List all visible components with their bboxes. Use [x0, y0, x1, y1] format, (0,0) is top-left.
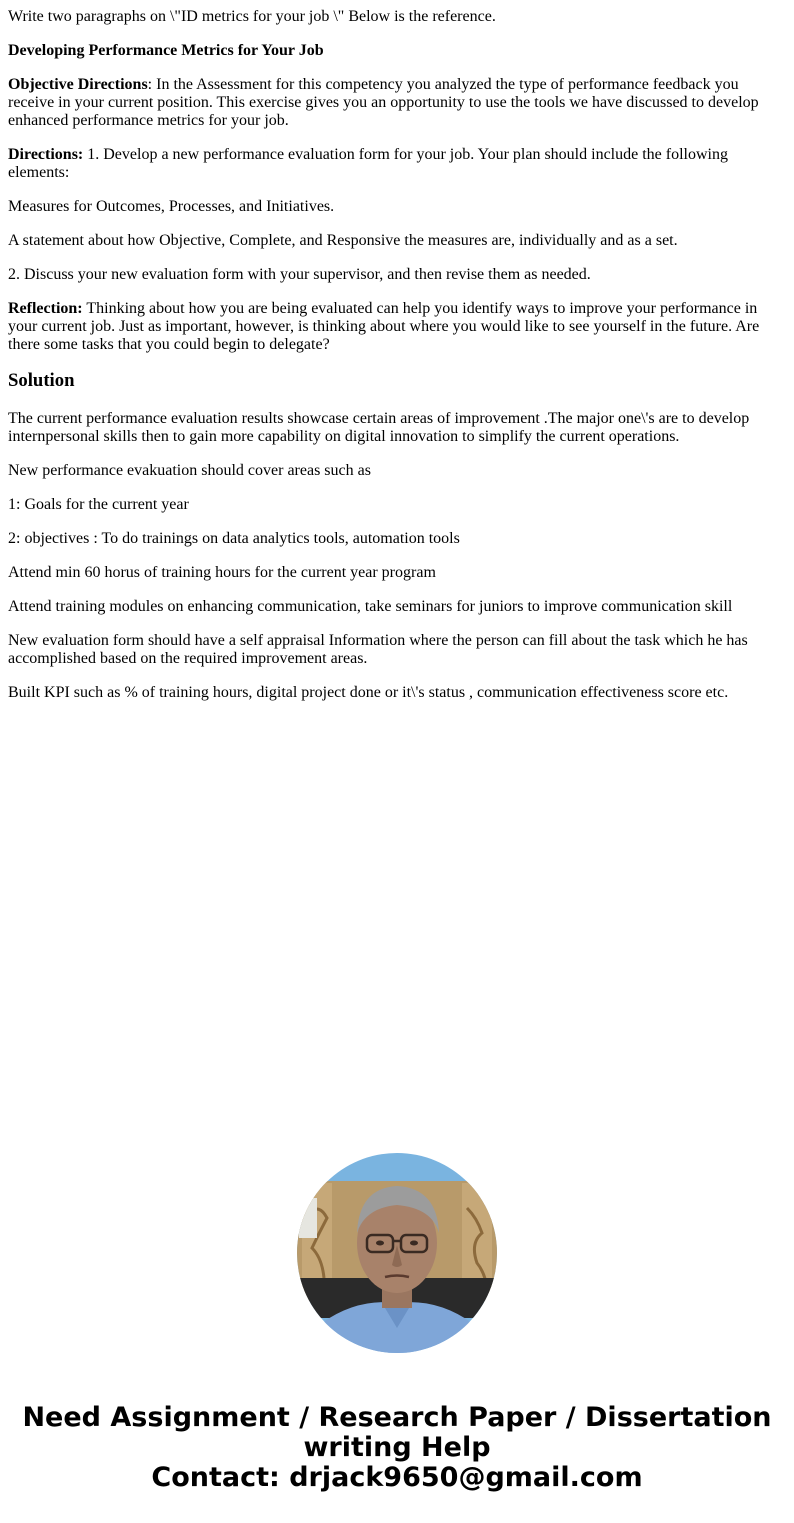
- solution-paragraph: Attend training modules on enhancing communication, take seminars for juniors to improve communication skill: [8, 598, 733, 615]
- objective-label: Objective Directions: [8, 76, 148, 93]
- reflection-paragraph: [8, 300, 778, 354]
- promo-line-2: writing Help: [303, 1432, 491, 1463]
- objective-text: : In the Assessment for this competency you analyzed the type of performance feedback you receive in your current position. This exercise gives you an opportunity to use the tools we have discussed to develop enhanced performance metrics for your job.: [8, 76, 759, 129]
- promo-banner: [0, 1403, 794, 1493]
- objective-paragraph: [8, 76, 778, 130]
- element-item: A statement about how Objective, Complete, and Responsive the measures are, individually and as a set.: [8, 232, 678, 249]
- directions-label: Directions:: [8, 146, 84, 163]
- solution-paragraph: 2: objectives : To do trainings on data analytics tools, automation tools: [8, 530, 460, 547]
- solution-paragraph: The current performance evaluation results showcase certain areas of improvement .The major one\'s are to develop internpersonal skills then to gain more capability on digital innovation to simplify the current operations.: [8, 410, 750, 445]
- solution-paragraph: 1: Goals for the current year: [8, 496, 189, 513]
- directions-paragraph: [8, 146, 778, 182]
- solution-paragraph: New performance evakuation should cover areas such as: [8, 462, 371, 479]
- solution-heading: Solution: [8, 370, 75, 391]
- solution-paragraph: Built KPI such as % of training hours, digital project done or it\'s status , communication effectiveness score etc.: [8, 684, 729, 701]
- question-title: Developing Performance Metrics for Your Job: [8, 42, 324, 59]
- promo-line-1: Need Assignment / Research Paper / Dissertation: [22, 1402, 772, 1433]
- solution-paragraph: New evaluation form should have a self appraisal Information where the person can fill about the task which he has accomplished based on the required improvement areas.: [8, 632, 748, 667]
- element-item: 2. Discuss your new evaluation form with your supervisor, and then revise them as needed.: [8, 266, 591, 283]
- reflection-text: Thinking about how you are being evaluated can help you identify ways to improve your performance in your current job. Just as important, however, is thinking about where you would like to see yourself in the future. Are there some tasks that you could begin to delegate?: [8, 300, 760, 353]
- promo-contact: Contact: drjack9650@gmail.com: [151, 1462, 643, 1493]
- author-avatar: [297, 1153, 497, 1353]
- directions-text: 1. Develop a new performance evaluation form for your job. Your plan should include the following elements:: [8, 146, 728, 181]
- reflection-label: Reflection:: [8, 300, 83, 317]
- element-item: Measures for Outcomes, Processes, and Initiatives.: [8, 198, 335, 215]
- solution-paragraph: Attend min 60 horus of training hours for the current year program: [8, 564, 436, 581]
- portrait-photo-icon: [297, 1153, 497, 1353]
- document-content: [8, 8, 778, 718]
- question-prompt: Write two paragraphs on \"ID metrics for your job \" Below is the reference.: [8, 8, 496, 25]
